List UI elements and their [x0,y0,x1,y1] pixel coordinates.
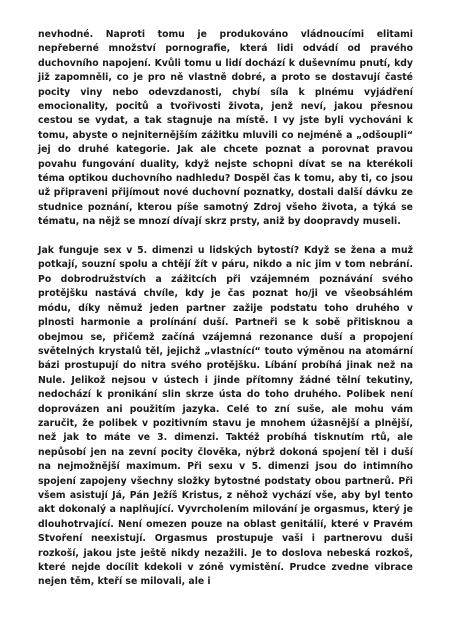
paragraph: nevhodné. Naproti tomu je produkováno vládnoucími elitami nepřeberné množství pornografie, která lidi odvádí od pravého duchovního napojení. Kvůli tomu u lidí dochází k duševnímu pnutí, kdy již zapomněli, co je pro ně vlastně dobré, a proto se dostavují časté pocity viny nebo odevzdanosti, chybí síla k plnému vyjádření emocionality, pocitů a tvořivosti života, jenž neví, jakou přesnou cestou se vydat, a tak stagnuje na místě. I vy jste byli vychováni k tomu, abyste o nejniternějším zážitku mluvili co nejméně a „odšoupli“ jej do druhé kategorie. Jak ale chcete poznat a porovnat pravou povahu fungování duality, když nejste schopni dívat se na kterékoli téma optikou duchovního nadhledu? Dospěl čas k tomu, aby ti, co jsou už připraveni přijímout nové duchovní poznatky, dostali další dávku ze studnice poznání, kterou píše samotný Zdroj všeho života, a týká se tématu, na nějž se mnozí dívají skrz prsty, aniž by doopravdy museli. [38,29,413,228]
paragraph: Jak funguje sex v 5. dimenzi u lidských bytostí? Když se žena a muž potkají, souzní spolu a chtějí žít v páru, nikdo a nic jim v tom nebrání. Po dobrodružstvích a zážitcích při vzájemném poznávání svého protějšku nastává chvíle, kdy je čas poznat ho/ji ve všeobsáhlém módu, díky němuž jeden partner zažije podstatu toho druhého v plnosti harmonie a prolínání duší. Partneři se k sobě přitisknou a obejmou se, přičemž začíná vzájemná rezonance duší a propojení světelných krystalů těl, jejichž „vlastnící“ touto výměnou na atomární bázi prostupují do nitra svého protějšku. Líbání probíhá jinak než na Nule. Jelikož nejsou v ústech i jinde přítomny žádné tělní tekutiny, nedochází k pronikání slin skrze ústa do toho druhého. Polibek není doprovázen ani použitím jazyka. Celé to zní suše, ale mohu vám zaručit, že polibek v pozitivním stavu je mnohem úžasnější a plnější, než jak to máte ve 3. dimenzi. Taktéž probíhá tisknutím rtů, ale nepůsobí jen na zevní pocity člověka, nýbrž dokoná spojení těl i duší na nejmožnější maximum. Při sexu v 5. dimenzi jsou do intimního spojení zapojeny všechny složky bytostné podstaty obou partnerů. Při všem asistují Já, Pán Ježíš Kristus, z něhož vychází vše, aby byl tento akt dokonalý a naplňující. Vyvrcholením milování je orgasmus, který je dlouhotrvající. Není omezen pouze na oblast genitálií, které v Pravém Stvoření neexistují. Orgasmus prostupuje vaši i partnerovu duši rozkoší, jakou jste ještě nikdy nezažili. Je to doslova nebeská rozkoš, které nejde docílit kdekoli v zóně vymistění. Prudce zvedne vibrace nejen těm, kteří se milovali, ale i [38,245,413,588]
